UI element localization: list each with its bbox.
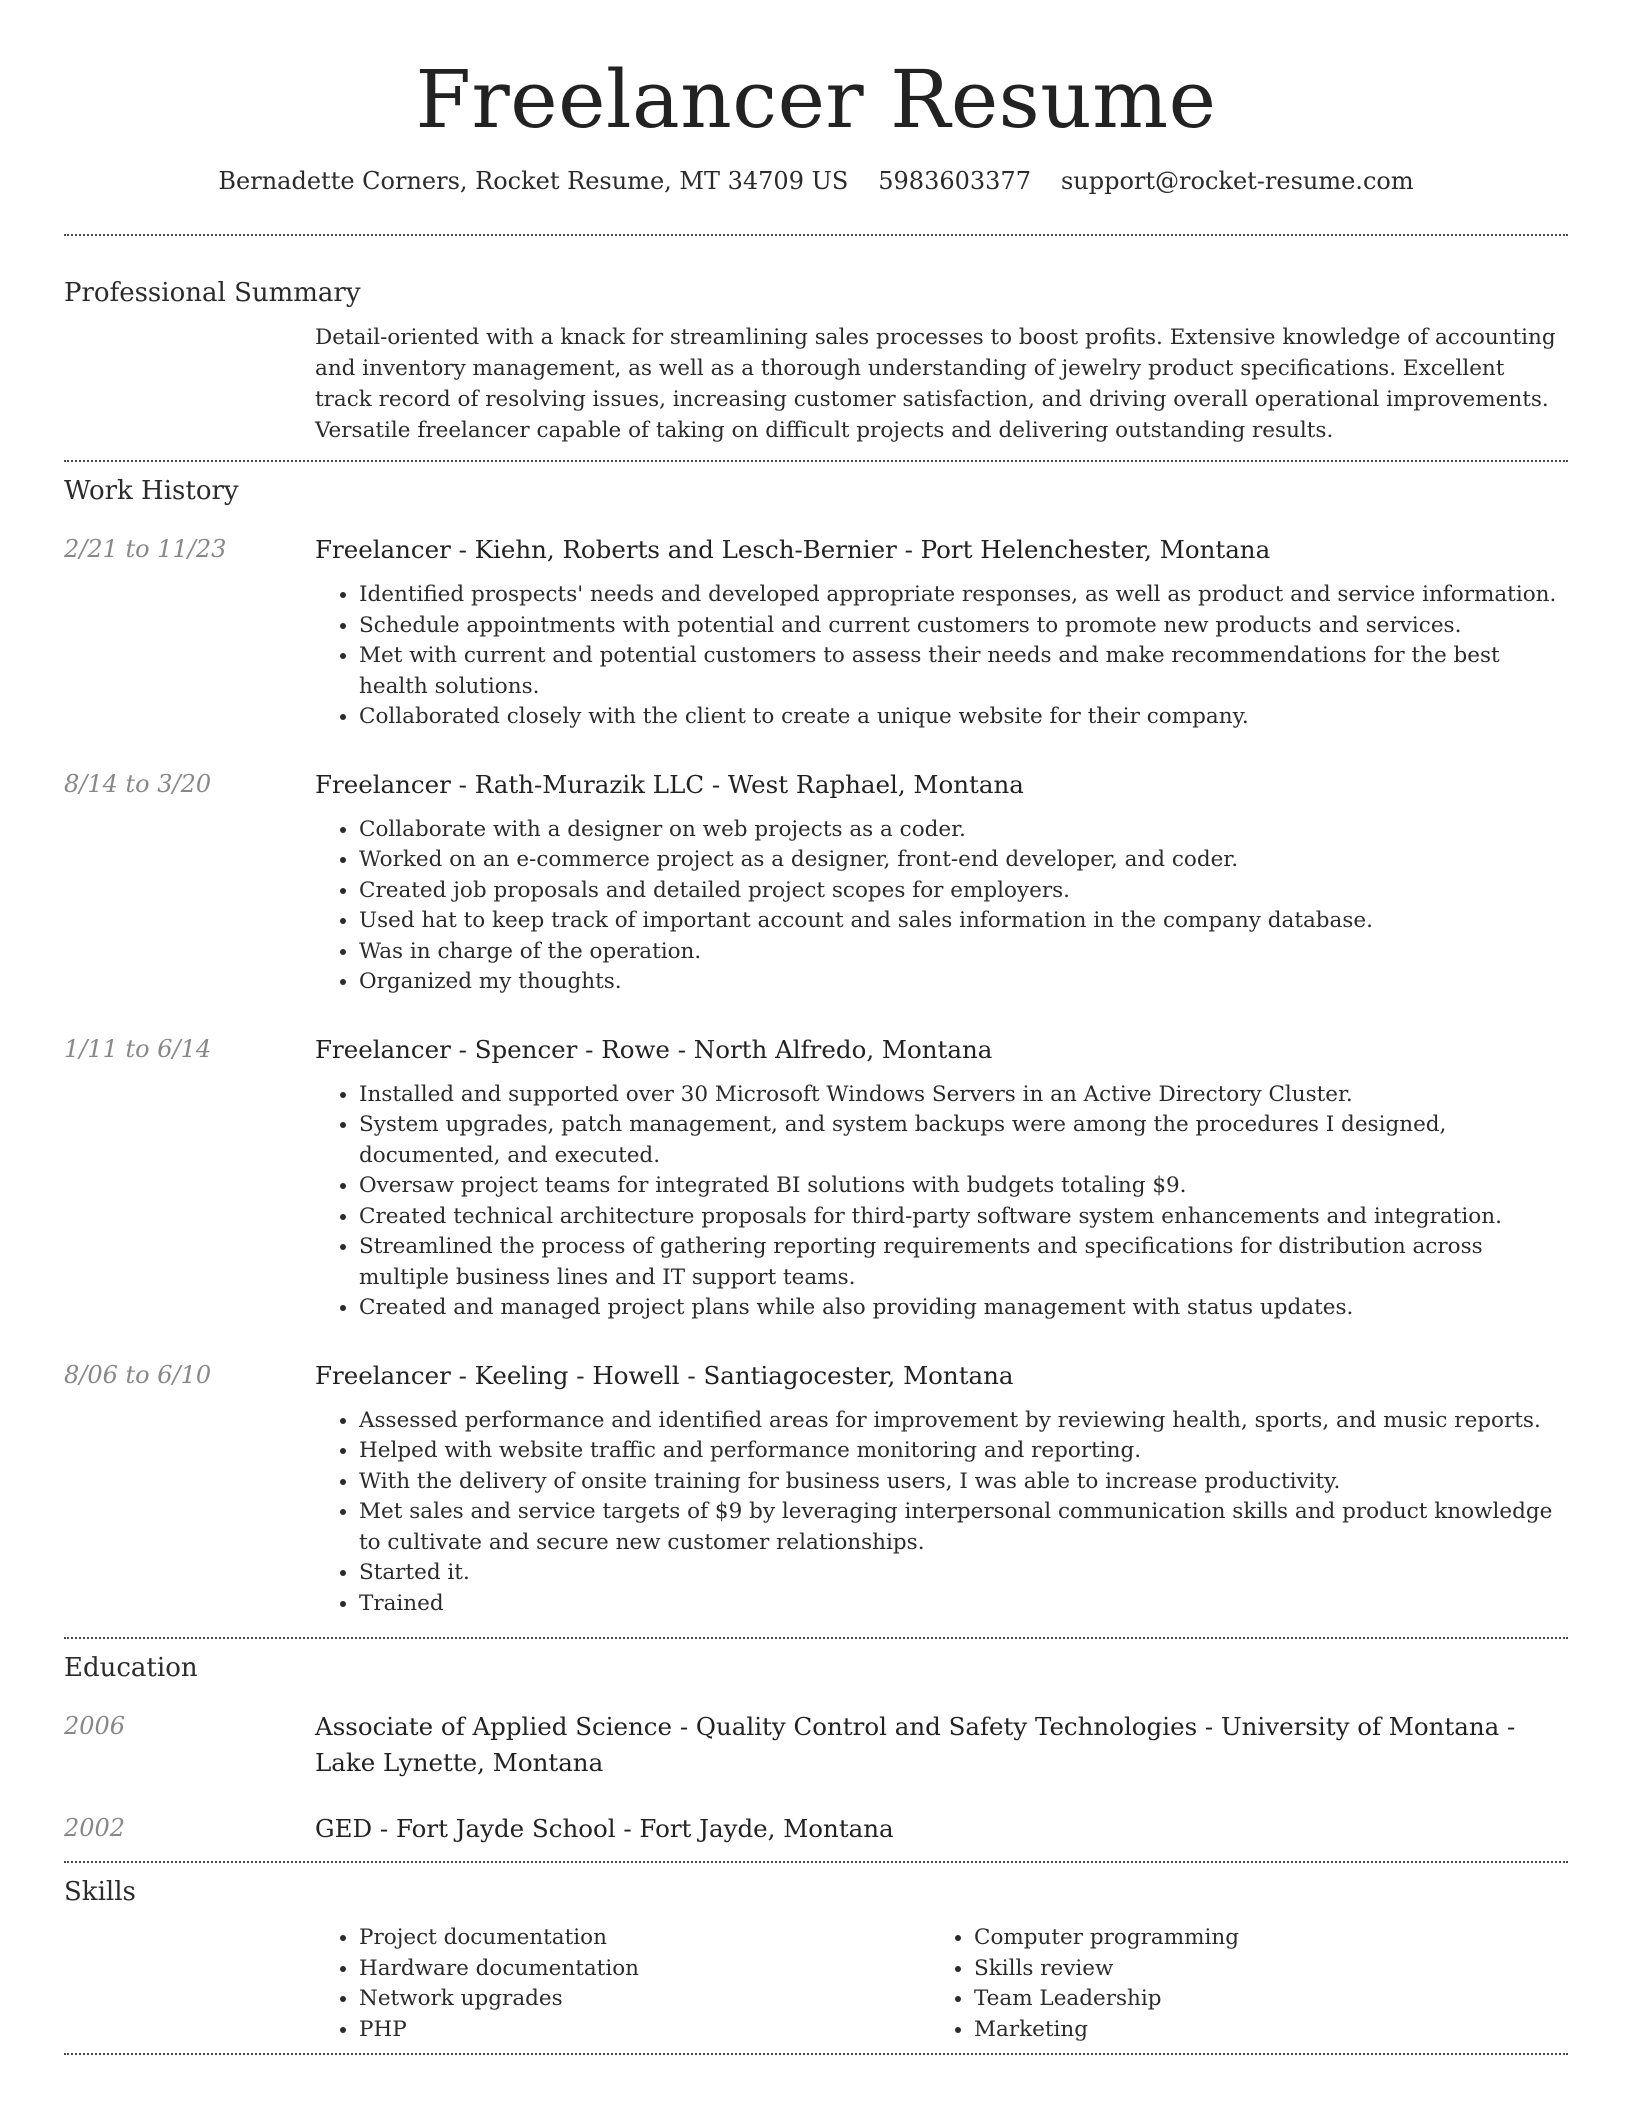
work-heading: Freelancer - Keeling - Howell - Santiagocester, Montana xyxy=(315,1360,1014,1390)
list-item: • Marketing xyxy=(974,2015,1504,2046)
work-heading: Freelancer - Kiehn, Roberts and Lesch-Bernier - Port Helenchester, Montana xyxy=(315,535,1271,564)
list-item: • Used hat to keep track of important account and sales information in the company database. xyxy=(359,906,1568,937)
list-item: • Met with current and potential customers to assess their needs and make recommendations for the best health solutions. xyxy=(359,641,1568,702)
work-entry xyxy=(64,1032,1568,1324)
education-heading-text: Associate of Applied Science - Quality Control and Safety Technologies - University of Montana - Lake Lynette, Montana xyxy=(315,1712,1516,1777)
list-item: • Created technical architecture proposals for third-party software system enhancements and integration. xyxy=(359,1202,1568,1233)
work-bullets xyxy=(315,1080,1568,1324)
list-item: • Identified prospects' needs and developed appropriate responses, as well as product and service information. xyxy=(359,580,1568,611)
summary-text: Detail-oriented with a knack for streamlining sales processes to boost profits. Extensive knowledge of accounting and inventory management, as well as a thorough understanding of jewelry product specifications. Excellent track record of resolving issues, increasing customer satisfaction, and driving overall operational improvements. Versatile freelancer capable of taking on difficult projects and delivering outstanding results. xyxy=(315,325,1556,443)
section-divider xyxy=(64,460,1568,462)
education-list xyxy=(64,1709,1568,1847)
list-item: • Trained xyxy=(359,1589,1568,1620)
list-item: • Project documentation xyxy=(359,1923,930,1954)
work-history-heading: Work History xyxy=(64,476,239,506)
list-item: • System upgrades, patch management, and system backups were among the procedures I designed, documented, and executed. xyxy=(359,1110,1568,1171)
list-item: • Team Leadership xyxy=(974,1984,1504,2015)
work-entry xyxy=(64,767,1568,998)
skills-list xyxy=(315,1923,1568,2045)
list-item: • Worked on an e-commerce project as a designer, front-end developer, and coder. xyxy=(359,845,1568,876)
resume-page xyxy=(64,0,1568,2055)
list-item: • Streamlined the process of gathering reporting requirements and specifications for distribution across multiple business lines and IT support teams. xyxy=(359,1232,1568,1293)
list-item: • Met sales and service targets of $9 by leveraging interpersonal communication skills and product knowledge to cultivate and secure new customer relationships. xyxy=(359,1497,1568,1558)
list-item: • Hardware documentation xyxy=(359,1954,930,1985)
work-history-list xyxy=(64,532,1568,1619)
work-entry xyxy=(64,1358,1568,1620)
resume-title: Freelancer Resume xyxy=(415,53,1217,146)
list-item: • With the delivery of onsite training for business users, I was able to increase productivity. xyxy=(359,1467,1568,1498)
work-bullets xyxy=(315,815,1568,998)
list-item: • Created and managed project plans while also providing management with status updates. xyxy=(359,1293,1568,1324)
work-heading: Freelancer - Spencer - Rowe - North Alfredo, Montana xyxy=(315,1034,993,1064)
list-item: • Installed and supported over 30 Microsoft Windows Servers in an Active Directory Cluster. xyxy=(359,1080,1568,1111)
work-dates: 8/06 to 6/10 xyxy=(64,1360,212,1389)
section-divider xyxy=(64,234,1568,236)
work-dates: 8/14 to 3/20 xyxy=(64,769,212,798)
education-entry xyxy=(64,1709,1568,1781)
list-item: • Collaborate with a designer on web projects as a coder. xyxy=(359,815,1568,846)
education-year: 2006 xyxy=(64,1712,126,1740)
list-item: • Computer programming xyxy=(974,1923,1504,1954)
list-item: • Was in charge of the operation. xyxy=(359,937,1568,968)
skills-column-left xyxy=(315,1923,930,2045)
list-item: • Oversaw project teams for integrated BI solutions with budgets totaling $9. xyxy=(359,1171,1568,1202)
section-divider xyxy=(64,2053,1568,2055)
work-bullets xyxy=(315,580,1568,733)
work-bullets xyxy=(315,1406,1568,1620)
list-item: • Organized my thoughts. xyxy=(359,967,1568,998)
list-item: • Network upgrades xyxy=(359,1984,930,2015)
list-item: • PHP xyxy=(359,2015,930,2046)
list-item: • Started it. xyxy=(359,1558,1568,1589)
education-heading: Education xyxy=(64,1653,198,1683)
work-entry xyxy=(64,532,1568,733)
education-entry xyxy=(64,1811,1568,1847)
contact-address: Bernadette Corners, Rocket Resume, MT 34709 US xyxy=(218,167,849,195)
work-heading: Freelancer - Rath-Murazik LLC - West Raphael, Montana xyxy=(315,769,1024,799)
list-item: • Assessed performance and identified areas for improvement by reviewing health, sports, and music reports. xyxy=(359,1406,1568,1437)
section-divider xyxy=(64,1861,1568,1863)
list-item: • Schedule appointments with potential and current customers to promote new products and services. xyxy=(359,611,1568,642)
list-item: • Collaborated closely with the client to create a unique website for their company. xyxy=(359,702,1568,733)
work-dates: 1/11 to 6/14 xyxy=(64,1034,212,1063)
skills-heading: Skills xyxy=(64,1877,136,1907)
summary-heading: Professional Summary xyxy=(64,278,361,308)
education-heading-text: GED - Fort Jayde School - Fort Jayde, Montana xyxy=(315,1814,894,1843)
skills-column-right xyxy=(930,1923,1504,2045)
work-dates: 2/21 to 11/23 xyxy=(64,535,227,563)
contact-phone: 5983603377 xyxy=(878,167,1031,195)
list-item: • Skills review xyxy=(974,1954,1504,1985)
education-year: 2002 xyxy=(64,1814,126,1842)
list-item: • Helped with website traffic and performance monitoring and reporting. xyxy=(359,1436,1568,1467)
contact-email: support@rocket-resume.com xyxy=(1060,167,1414,195)
list-item: • Created job proposals and detailed project scopes for employers. xyxy=(359,876,1568,907)
section-divider xyxy=(64,1637,1568,1639)
contact-line xyxy=(64,164,1568,198)
